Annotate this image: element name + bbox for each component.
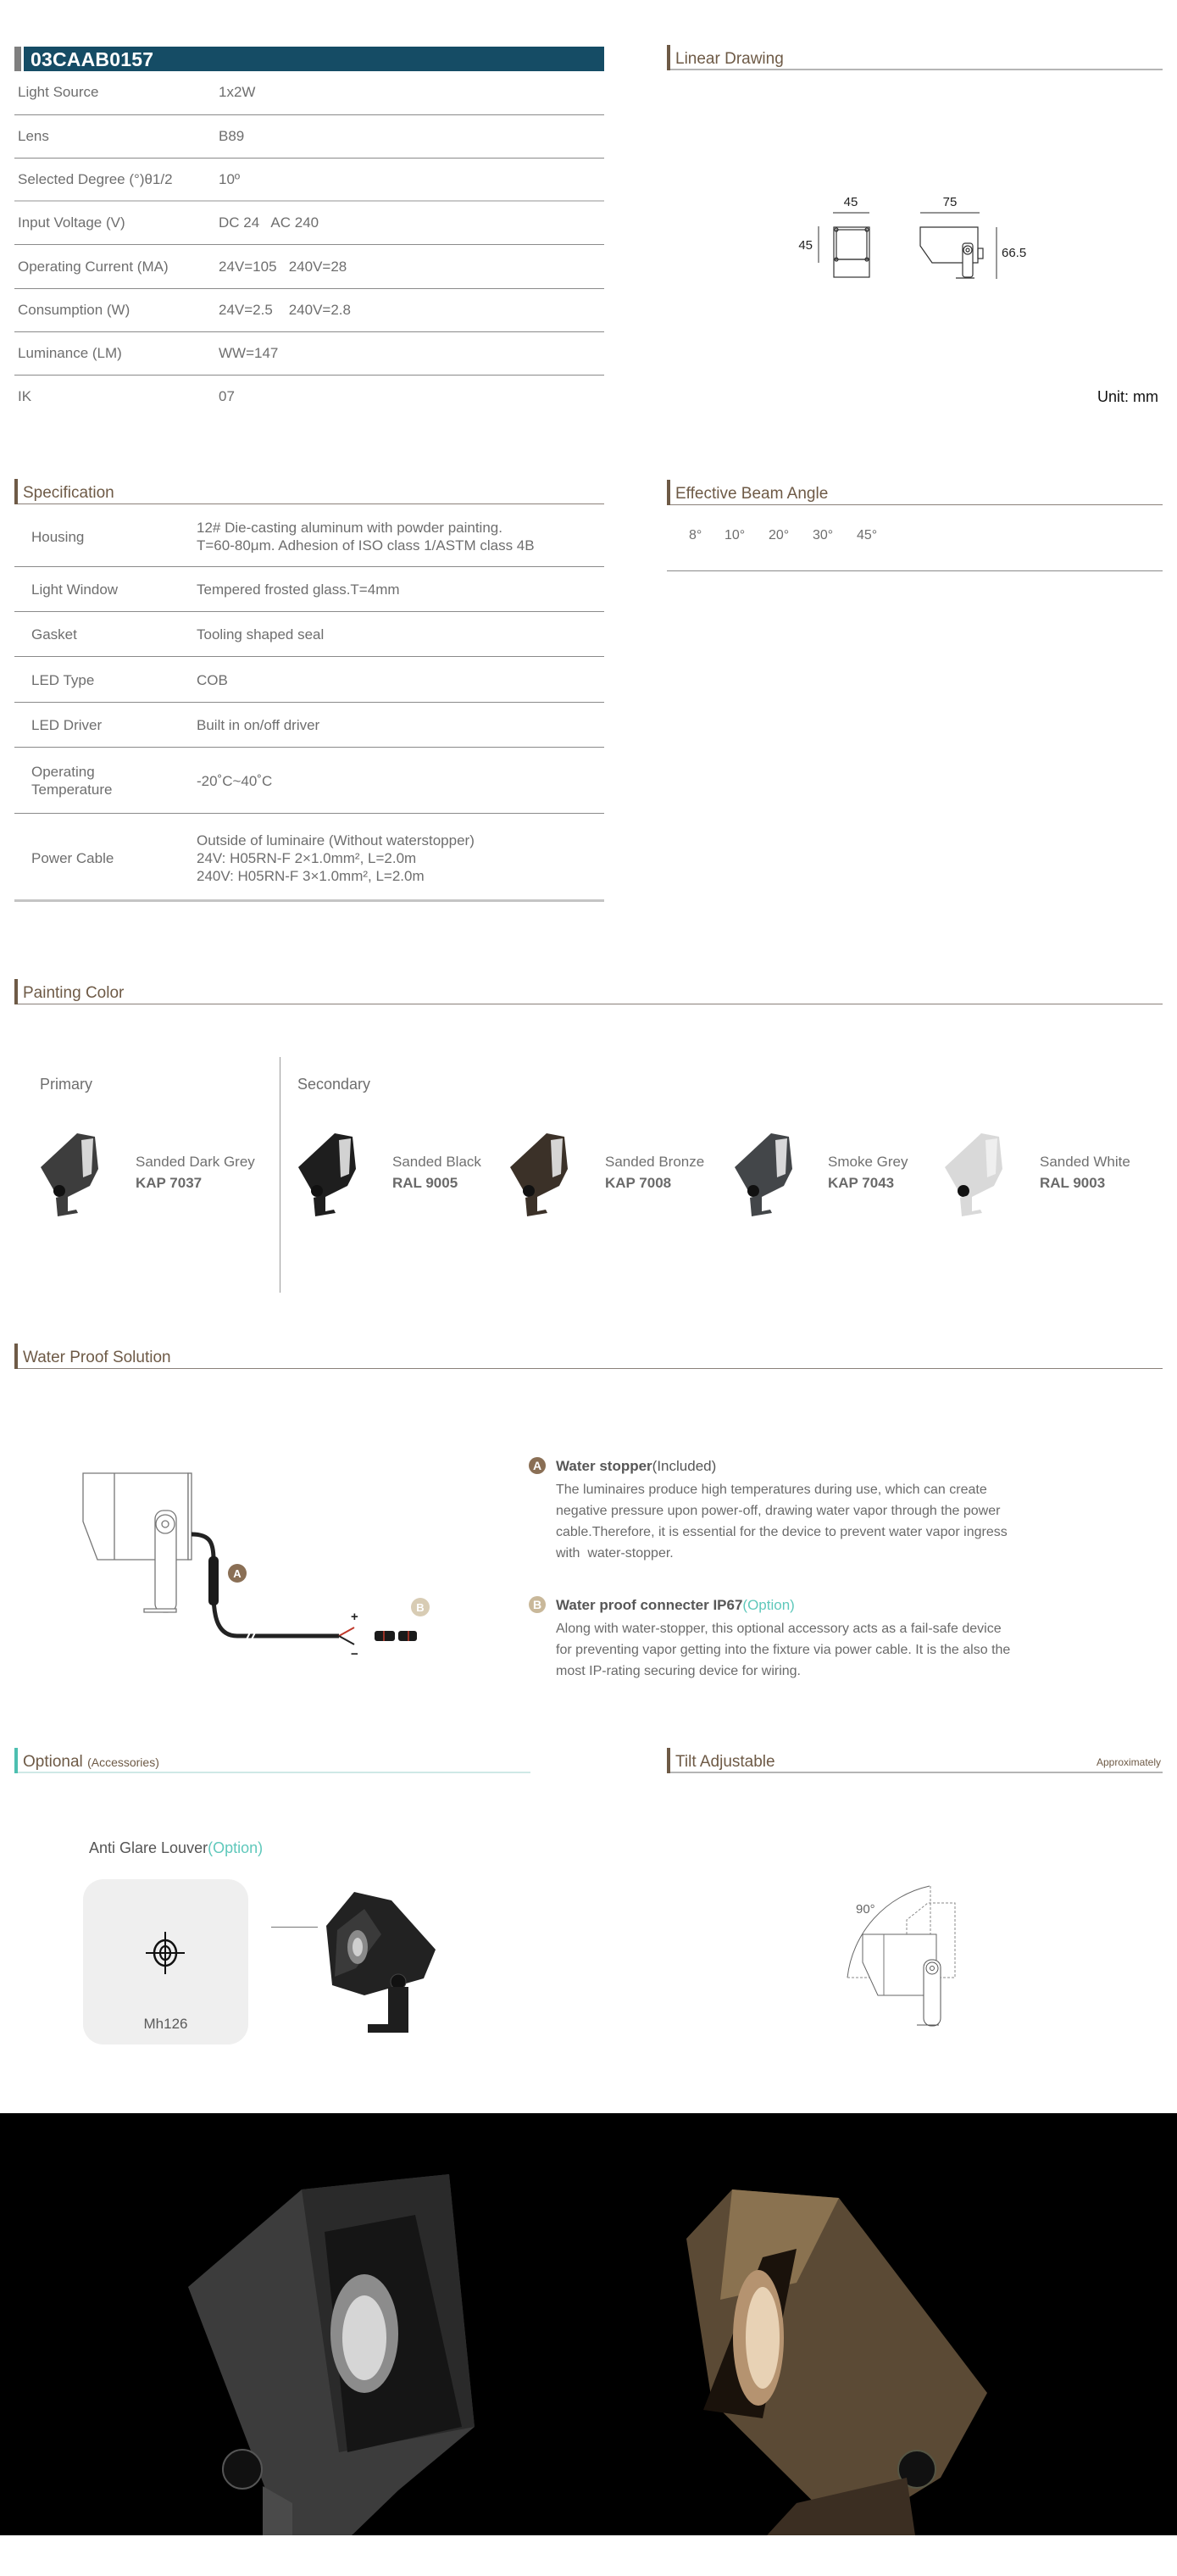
badge-b: B xyxy=(529,1596,546,1613)
primary-label: Primary xyxy=(40,1076,92,1093)
fixture-swatch-image xyxy=(943,1132,1011,1216)
specification-row xyxy=(14,703,604,748)
beam-angle-option: 45° xyxy=(857,528,878,542)
spec-value: Tempered frosted glass.T=4mm xyxy=(197,581,400,598)
spec-label: Selected Degree (°)θ1/2 xyxy=(18,171,173,187)
water-proof-diagram xyxy=(76,1466,466,1661)
color-option[interactable] xyxy=(136,1154,255,1192)
section-title: Optional (Accessories) xyxy=(23,1753,159,1771)
louver-icon xyxy=(144,1930,186,1976)
color-code: RAL 9003 xyxy=(1040,1175,1106,1191)
spec-value: 10º xyxy=(219,171,241,187)
color-code: KAP 7043 xyxy=(828,1175,895,1191)
color-option[interactable] xyxy=(1040,1154,1130,1192)
svg-text:A: A xyxy=(233,1567,242,1580)
fixture-side-outline xyxy=(83,1473,192,1612)
dark-grey-fixture-photo xyxy=(188,2174,475,2535)
water-proof-item-title: Water stopper(Included) xyxy=(556,1458,717,1474)
side-height-label: 66.5 xyxy=(1002,246,1027,260)
side-length-label: 75 xyxy=(942,195,958,209)
spec-value: Tooling shaped seal xyxy=(197,626,325,643)
side-view xyxy=(920,213,997,279)
basic-spec-row xyxy=(14,202,604,245)
fixture-swatch-image xyxy=(39,1132,107,1216)
specification-row xyxy=(14,814,604,902)
section-accent-bar xyxy=(14,979,18,1004)
color-name: Sanded Black xyxy=(392,1154,481,1170)
section-accent-bar xyxy=(667,1748,670,1773)
water-proof-item-body: Along with water-stopper, this optional accessory acts as a fail-safe device for preventing vapor getting into the fixture via power cable. It is the also the most IP-rating securing device for wiring. xyxy=(556,1622,1011,1678)
basic-spec-row xyxy=(14,159,604,202)
product-photo-band xyxy=(0,2113,1177,2535)
connector-left xyxy=(375,1631,395,1641)
tilt-note: Approximately xyxy=(1096,1756,1161,1768)
beam-angle-option: 20° xyxy=(769,528,790,542)
front-width-label: 45 xyxy=(843,195,858,209)
spec-value: 12# Die-casting aluminum with powder painting. T=60-80μm. Adhesion of ISO class 1/ASTM class 4B xyxy=(197,520,535,554)
section-accent-bar xyxy=(667,480,670,505)
spec-value: Outside of luminaire (Without waterstopper) 24V: H05RN-F 2×1.0mm², L=2.0m 240V: H05RN-F 3×1.0mm², L=2.0m xyxy=(197,832,475,884)
spec-label: Operating Temperature xyxy=(31,764,113,798)
unit-label: Unit: mm xyxy=(1097,388,1158,405)
front-height-label: 45 xyxy=(798,238,813,253)
water-proof-item-title: Water proof connecter IP67(Option) xyxy=(556,1597,795,1613)
specification-row xyxy=(14,506,604,567)
color-name: Smoke Grey xyxy=(828,1154,908,1170)
specification-row xyxy=(14,748,604,814)
section-accent-bar xyxy=(14,1344,18,1369)
spec-label: Input Voltage (V) xyxy=(18,214,125,231)
color-code: KAP 7008 xyxy=(605,1175,672,1191)
basic-spec-row xyxy=(14,289,604,332)
tilt-diagram xyxy=(839,1878,991,2039)
product-photos xyxy=(0,2113,1177,2535)
beam-angle-option: 30° xyxy=(813,528,834,542)
section-water-proof xyxy=(14,1344,1163,1369)
spec-value: Built in on/off driver xyxy=(197,717,320,733)
color-option[interactable] xyxy=(605,1154,704,1192)
spec-label: Housing xyxy=(31,529,85,545)
spec-label: Gasket xyxy=(31,626,77,643)
spec-label: LED Type xyxy=(31,672,95,688)
secondary-label: Secondary xyxy=(297,1076,371,1093)
water-stopper-shape xyxy=(208,1556,219,1605)
linear-drawing-diagram xyxy=(780,182,1051,292)
specification-row xyxy=(14,567,604,612)
color-name: Sanded White xyxy=(1040,1154,1130,1170)
louver-fixture-image xyxy=(314,1883,441,2036)
beam-angle-option: 10° xyxy=(725,528,746,542)
color-code: KAP 7037 xyxy=(136,1175,203,1191)
section-title: Water Proof Solution xyxy=(23,1349,171,1366)
basic-spec-row xyxy=(14,332,604,376)
spec-value: -20˚C~40˚C xyxy=(197,773,273,789)
spec-label: Lens xyxy=(18,128,49,144)
header-accent xyxy=(14,47,24,71)
svg-text:B: B xyxy=(416,1601,425,1614)
accessory-card-mh126[interactable] xyxy=(83,1879,248,2045)
spec-label: Consumption (W) xyxy=(18,302,130,318)
section-beam-angle xyxy=(667,480,1163,505)
section-accent-bar xyxy=(14,479,18,504)
spec-value: 07 xyxy=(219,388,235,404)
leader-line xyxy=(271,1927,318,1928)
spec-value: 1x2W xyxy=(219,84,256,100)
spec-value: B89 xyxy=(219,128,245,144)
front-view xyxy=(819,213,869,277)
fixture-swatch-image xyxy=(733,1132,801,1216)
section-title: Tilt Adjustable xyxy=(675,1753,775,1771)
color-option[interactable] xyxy=(392,1154,481,1192)
section-accent-bar xyxy=(14,1748,18,1773)
product-code-header xyxy=(14,47,604,71)
minus-sign: − xyxy=(351,1647,358,1661)
spec-value: 24V=2.5 240V=2.8 xyxy=(219,302,351,318)
section-linear-drawing xyxy=(667,45,1163,70)
spec-value: DC 24 AC 240 xyxy=(219,214,319,231)
spec-label: Luminance (LM) xyxy=(18,345,122,361)
water-proof-item-body: The luminaires produce high temperatures during use, which can create negative pressure upon power-off, drawing water vapor through the power cable.Therefore, it is essential for the device to prevent water vapor ingress with water-stopper. xyxy=(556,1483,1008,1561)
badge-a: A xyxy=(529,1457,546,1474)
plus-sign: + xyxy=(351,1610,358,1624)
section-title: Effective Beam Angle xyxy=(675,485,829,503)
spec-label: LED Driver xyxy=(31,717,103,733)
fixture-swatch-image xyxy=(508,1132,576,1216)
product-code: 03CAAB0157 xyxy=(31,48,154,70)
specification-row xyxy=(14,612,604,657)
basic-spec-row xyxy=(14,376,604,419)
bronze-fixture-photo xyxy=(686,2189,987,2535)
basic-spec-row xyxy=(14,115,604,159)
connector-right xyxy=(398,1631,417,1641)
accessory-code: Mh126 xyxy=(143,2016,188,2032)
spec-value: 24V=105 240V=28 xyxy=(219,259,347,275)
section-optional xyxy=(14,1748,530,1773)
section-title: Linear Drawing xyxy=(675,50,784,68)
basic-spec-row xyxy=(14,71,604,115)
spec-value: COB xyxy=(197,672,228,688)
spec-label: Operating Current (MA) xyxy=(18,259,169,275)
section-tilt-adjustable xyxy=(667,1748,1163,1773)
color-name: Sanded Bronze xyxy=(605,1154,705,1170)
section-accent-bar xyxy=(667,45,670,70)
accessory-title: Anti Glare Louver(Option) xyxy=(89,1839,264,1856)
color-option[interactable] xyxy=(828,1154,908,1192)
section-title: Painting Color xyxy=(23,984,125,1002)
spec-label: Power Cable xyxy=(31,850,114,866)
section-title: Specification xyxy=(23,484,114,502)
basic-spec-row xyxy=(14,246,604,289)
spec-label: Light Window xyxy=(31,581,119,598)
beam-angle-option: 8° xyxy=(689,528,702,542)
section-painting-color xyxy=(14,979,1163,1004)
color-name: Sanded Dark Grey xyxy=(136,1154,255,1170)
specification-row xyxy=(14,657,604,703)
spec-value: WW=147 xyxy=(219,345,279,361)
fixture-swatch-image xyxy=(297,1132,364,1216)
spec-label: IK xyxy=(18,388,32,404)
tilt-angle-label: 90° xyxy=(856,1902,875,1917)
spec-label: Light Source xyxy=(18,84,99,100)
color-code: RAL 9005 xyxy=(392,1175,458,1191)
section-specification xyxy=(14,479,604,504)
beam-angle-divider xyxy=(667,570,1163,571)
